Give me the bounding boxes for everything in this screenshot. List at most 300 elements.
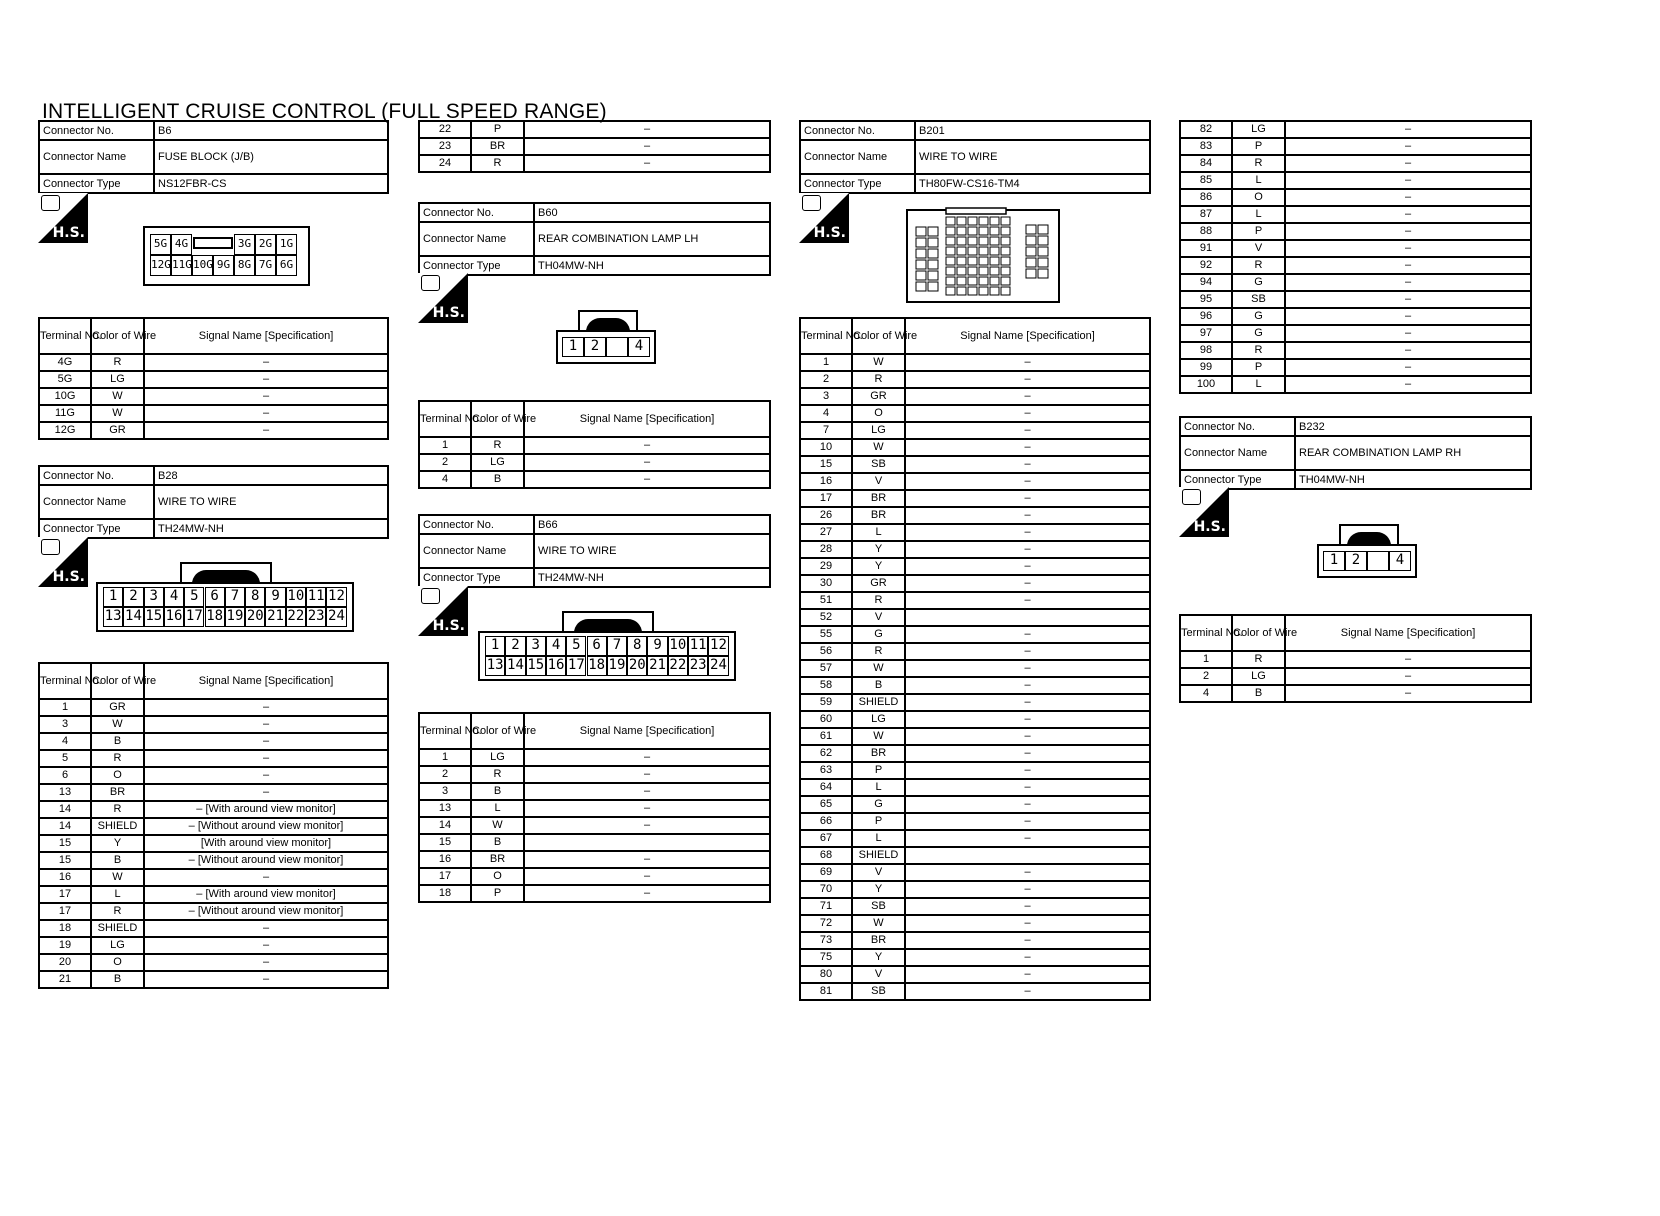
wire-color-cell: R: [91, 750, 144, 767]
table-row: [419, 800, 770, 817]
table-row: [1180, 308, 1531, 325]
label-connector-name: Connector Name: [1180, 436, 1295, 470]
cavity: [1038, 269, 1048, 278]
wire-color-cell: B: [91, 733, 144, 750]
harness-icon: [41, 539, 60, 555]
terminal-pin: 12: [326, 587, 346, 607]
terminal-no-cell: 2: [800, 371, 852, 388]
wire-color-cell: LG: [1232, 668, 1285, 685]
signal-name-cell: –: [905, 507, 1150, 524]
cavity: [928, 249, 938, 258]
signal-name-cell: –: [1285, 189, 1531, 206]
header-color-of-wire: Color of Wire: [852, 318, 905, 354]
wire-color-cell: LG: [471, 454, 524, 471]
wire-color-cell: Y: [852, 881, 905, 898]
signal-name-cell: –: [524, 817, 770, 834]
terminal-no-cell: 19: [39, 937, 91, 954]
wire-color-cell: LG: [471, 749, 524, 766]
signal-name-cell: –: [1285, 359, 1531, 376]
header-terminal-no: Terminal No.: [39, 663, 91, 699]
cavity: [957, 247, 966, 255]
harness-icon: [802, 195, 821, 211]
terminal-no-cell: 59: [800, 694, 852, 711]
terminal-no-cell: 29: [800, 558, 852, 575]
terminal-no-cell: 24: [419, 155, 471, 172]
terminal-no-cell: 52: [800, 609, 852, 626]
header-color-of-wire: Color of Wire: [91, 663, 144, 699]
wire-color-cell: R: [852, 592, 905, 609]
terminal-no-cell: 1: [419, 749, 471, 766]
signal-name-cell: –: [905, 660, 1150, 677]
connector-face-b66: [478, 611, 736, 681]
cavity: [946, 237, 955, 245]
label-connector-type: Connector Type: [419, 568, 534, 587]
terminal-no-cell: 16: [419, 851, 471, 868]
connector-face-b28: [96, 562, 354, 632]
table-row: [1180, 206, 1531, 223]
terminal-pin: 6: [587, 636, 607, 656]
terminal-no-cell: 57: [800, 660, 852, 677]
table-row: [39, 733, 388, 750]
terminal-no-cell: 4: [419, 471, 471, 488]
label-connector-no: Connector No.: [39, 121, 154, 140]
terminal-pin: 2: [1345, 551, 1367, 571]
cavity: [979, 277, 988, 285]
signal-name-cell: –: [524, 851, 770, 868]
wire-color-cell: G: [1232, 274, 1285, 291]
cavity: [928, 271, 938, 280]
table-row: [800, 592, 1150, 609]
terminal-pin: 23: [688, 656, 708, 676]
signal-name-cell: –: [905, 677, 1150, 694]
cavity: [968, 217, 977, 225]
header-terminal-no: Terminal No.: [419, 713, 471, 749]
signal-name-cell: –: [905, 983, 1150, 1000]
table-row: [1180, 274, 1531, 291]
wire-color-cell: R: [1232, 651, 1285, 668]
cavity: [990, 277, 999, 285]
table-row: [1180, 257, 1531, 274]
connector-name-value: FUSE BLOCK (J/B): [154, 140, 388, 174]
cavity: [946, 277, 955, 285]
wire-color-cell: SB: [852, 983, 905, 1000]
wire-color-cell: G: [1232, 325, 1285, 342]
connector-latch: [578, 310, 638, 332]
terminal-no-cell: 51: [800, 592, 852, 609]
table-row: [419, 868, 770, 885]
terminal-pin: 2: [584, 337, 606, 357]
terminal-no-cell: 2: [419, 454, 471, 471]
connector-name-value: WIRE TO WIRE: [534, 534, 770, 568]
connector-type-value: TH04MW-NH: [1295, 470, 1531, 489]
terminal-no-cell: 60: [800, 711, 852, 728]
label-connector-type: Connector Type: [419, 256, 534, 275]
wire-color-cell: W: [852, 354, 905, 371]
terminal-pin: 4: [164, 587, 184, 607]
terminal-no-cell: 58: [800, 677, 852, 694]
terminal-no-cell: 87: [1180, 206, 1232, 223]
signal-name-cell: –: [144, 422, 388, 439]
terminal-no-cell: 15: [39, 835, 91, 852]
connector-latch: [562, 611, 654, 633]
wire-color-cell: P: [471, 885, 524, 902]
terminal-no-cell: 83: [1180, 138, 1232, 155]
cavity: [1026, 269, 1036, 278]
table-row: [39, 388, 388, 405]
terminal-no-cell: 17: [39, 886, 91, 903]
wire-color-cell: SB: [852, 898, 905, 915]
cavity: [1026, 225, 1036, 234]
terminal-pin: 19: [225, 607, 245, 627]
wire-color-cell: L: [1232, 172, 1285, 189]
wire-color-cell: LG: [91, 937, 144, 954]
signal-name-cell: –: [524, 766, 770, 783]
cavity: [1038, 225, 1048, 234]
terminal-no-cell: 20: [39, 954, 91, 971]
blank-pin: [606, 337, 628, 357]
cavity: [957, 237, 966, 245]
table-row: [1180, 668, 1531, 685]
connector-face-b60: [556, 310, 656, 364]
terminal-no-cell: 62: [800, 745, 852, 762]
terminal-pin: 2: [123, 587, 143, 607]
signal-name-cell: –: [905, 643, 1150, 660]
terminal-pin: 21: [265, 607, 285, 627]
terminal-no-cell: 4: [39, 733, 91, 750]
wire-color-cell: BR: [852, 507, 905, 524]
label-connector-name: Connector Name: [39, 485, 154, 519]
terminal-table-b28-cont: [418, 120, 771, 173]
header-terminal-no: Terminal No.: [1180, 615, 1232, 651]
table-row: [800, 473, 1150, 490]
table-row: [39, 354, 388, 371]
signal-name-cell: –: [144, 371, 388, 388]
table-row: [800, 983, 1150, 1000]
terminal-no-cell: 64: [800, 779, 852, 796]
terminal-pin: 13: [485, 656, 505, 676]
terminal-pin: 20: [245, 607, 265, 627]
table-row: [800, 422, 1150, 439]
table-row: [800, 796, 1150, 813]
signal-name-cell: –: [144, 405, 388, 422]
signal-name-cell: –: [905, 745, 1150, 762]
signal-name-cell: –: [1285, 325, 1531, 342]
terminal-pin: 4: [546, 636, 566, 656]
signal-name-cell: –: [524, 454, 770, 471]
connector-latch: [1339, 524, 1399, 546]
label-connector-type: Connector Type: [800, 174, 915, 193]
terminal-pin: 2G: [255, 234, 276, 255]
terminal-no-cell: 6: [39, 767, 91, 784]
terminal-pin: 11G: [171, 255, 192, 276]
header-signal-name: Signal Name [Specification]: [524, 713, 770, 749]
label-connector-type: Connector Type: [1180, 470, 1295, 489]
terminal-pin: 5G: [150, 234, 171, 255]
terminal-pin: 10G: [192, 255, 213, 276]
terminal-pin: 12G: [150, 255, 171, 276]
wire-color-cell: R: [852, 643, 905, 660]
header-signal-name: Signal Name [Specification]: [144, 318, 388, 354]
header-terminal-no: Terminal No.: [39, 318, 91, 354]
wire-color-cell: W: [91, 388, 144, 405]
cavity: [946, 227, 955, 235]
wire-color-cell: W: [471, 817, 524, 834]
cavity: [990, 217, 999, 225]
blank-pin: [192, 234, 234, 255]
cavity: [946, 257, 955, 265]
table-row: [39, 903, 388, 920]
signal-name-cell: –: [524, 885, 770, 902]
table-row: [1180, 121, 1531, 138]
table-row: [39, 801, 388, 818]
table-row: [39, 784, 388, 801]
connector-type-value: TH24MW-NH: [154, 519, 388, 538]
wire-color-cell: O: [471, 868, 524, 885]
cavity: [979, 287, 988, 295]
signal-name-cell: –: [1285, 240, 1531, 257]
terminal-no-cell: 5G: [39, 371, 91, 388]
table-row: [800, 694, 1150, 711]
wire-color-cell: V: [852, 473, 905, 490]
table-row: [800, 524, 1150, 541]
connector-info-b201: [799, 120, 1151, 194]
table-row: [800, 456, 1150, 473]
table-row: [39, 869, 388, 886]
connector-no-value: B66: [534, 515, 770, 534]
signal-name-cell: –: [905, 541, 1150, 558]
cavity: [1001, 247, 1010, 255]
terminal-pin: 5: [566, 636, 586, 656]
wire-color-cell: SB: [1232, 291, 1285, 308]
connector-name-value: REAR COMBINATION LAMP RH: [1295, 436, 1531, 470]
signal-name-cell: –: [905, 813, 1150, 830]
signal-name-cell: –: [1285, 668, 1531, 685]
table-row: [1180, 685, 1531, 702]
cavity: [957, 217, 966, 225]
wire-color-cell: P: [1232, 359, 1285, 376]
signal-name-cell: –: [905, 881, 1150, 898]
wire-color-cell: Y: [852, 541, 905, 558]
wire-color-cell: R: [471, 155, 524, 172]
table-row: [419, 121, 770, 138]
signal-name-cell: –: [144, 388, 388, 405]
signal-name-cell: –: [1285, 121, 1531, 138]
signal-name-cell: –: [524, 437, 770, 454]
cavity: [979, 257, 988, 265]
cavity: [916, 227, 926, 236]
cavity: [916, 271, 926, 280]
table-row: [1180, 155, 1531, 172]
terminal-pin: 18: [587, 656, 607, 676]
terminal-no-cell: 26: [800, 507, 852, 524]
cavity: [979, 267, 988, 275]
terminal-no-cell: 3: [419, 783, 471, 800]
terminal-table-b6: [38, 317, 389, 440]
hs-badge-icon: H.S.: [418, 586, 468, 636]
header-color-of-wire: Color of Wire: [1232, 615, 1285, 651]
terminal-no-cell: 85: [1180, 172, 1232, 189]
signal-name-cell: –: [144, 733, 388, 750]
signal-name-cell: [905, 847, 1150, 864]
signal-name-cell: –: [524, 783, 770, 800]
terminal-pin: 4G: [171, 234, 192, 255]
cavity: [946, 247, 955, 255]
label-connector-name: Connector Name: [419, 534, 534, 568]
table-row: [800, 711, 1150, 728]
terminal-pin: 4: [628, 337, 650, 357]
signal-name-cell: –: [524, 749, 770, 766]
cavity: [979, 247, 988, 255]
connector-no-value: B232: [1295, 417, 1531, 436]
signal-name-cell: –: [524, 471, 770, 488]
wire-color-cell: SHIELD: [852, 694, 905, 711]
terminal-no-cell: 2: [419, 766, 471, 783]
wire-color-cell: R: [91, 354, 144, 371]
terminal-no-cell: 67: [800, 830, 852, 847]
cavity: [916, 249, 926, 258]
terminal-table-b201: [799, 317, 1151, 1001]
signal-name-cell: –: [144, 699, 388, 716]
wire-color-cell: GR: [91, 699, 144, 716]
wire-color-cell: V: [1232, 240, 1285, 257]
signal-name-cell: –: [1285, 376, 1531, 393]
table-row: [800, 779, 1150, 796]
signal-name-cell: –: [524, 868, 770, 885]
terminal-no-cell: 69: [800, 864, 852, 881]
terminal-no-cell: 61: [800, 728, 852, 745]
table-row: [800, 609, 1150, 626]
signal-name-cell: –: [905, 388, 1150, 405]
signal-name-cell: –: [144, 920, 388, 937]
terminal-pin: 24: [708, 656, 728, 676]
terminal-table-b66: [418, 712, 771, 903]
terminal-no-cell: 4: [800, 405, 852, 422]
table-row: [1180, 138, 1531, 155]
cavity: [1001, 287, 1010, 295]
signal-name-cell: – [Without around view monitor]: [144, 903, 388, 920]
signal-name-cell: –: [144, 954, 388, 971]
cavity: [990, 257, 999, 265]
cavity: [1026, 247, 1036, 256]
signal-name-cell: –: [905, 762, 1150, 779]
signal-name-cell: –: [1285, 308, 1531, 325]
wire-color-cell: BR: [471, 851, 524, 868]
wire-color-cell: SHIELD: [91, 920, 144, 937]
terminal-no-cell: 27: [800, 524, 852, 541]
table-row: [800, 728, 1150, 745]
terminal-pin: 17: [566, 656, 586, 676]
terminal-pin: 8: [245, 587, 265, 607]
terminal-pin: 8: [627, 636, 647, 656]
terminal-no-cell: 1: [800, 354, 852, 371]
signal-name-cell: –: [144, 750, 388, 767]
wire-color-cell: LG: [1232, 121, 1285, 138]
wire-color-cell: LG: [91, 371, 144, 388]
table-row: [800, 677, 1150, 694]
signal-name-cell: –: [1285, 274, 1531, 291]
signal-name-cell: –: [905, 371, 1150, 388]
terminal-no-cell: 4G: [39, 354, 91, 371]
signal-name-cell: –: [1285, 138, 1531, 155]
header-color-of-wire: Color of Wire: [471, 401, 524, 437]
terminal-pin: 6G: [276, 255, 297, 276]
cavity: [979, 217, 988, 225]
cavity: [957, 277, 966, 285]
header-color-of-wire: Color of Wire: [91, 318, 144, 354]
connector-latch: [180, 562, 272, 584]
signal-name-cell: –: [144, 937, 388, 954]
hs-badge-icon: H.S.: [799, 193, 849, 243]
signal-name-cell: [With around view monitor]: [144, 835, 388, 852]
signal-name-cell: –: [1285, 342, 1531, 359]
wire-color-cell: B: [471, 783, 524, 800]
connector-info-b28: [38, 465, 389, 539]
terminal-pin: 23: [306, 607, 326, 627]
wire-color-cell: L: [471, 800, 524, 817]
harness-icon: [421, 588, 440, 604]
signal-name-cell: – [Without around view monitor]: [144, 818, 388, 835]
terminal-no-cell: 13: [39, 784, 91, 801]
signal-name-cell: –: [905, 898, 1150, 915]
table-row: [39, 886, 388, 903]
terminal-no-cell: 16: [39, 869, 91, 886]
table-row: [1180, 325, 1531, 342]
terminal-no-cell: 5: [39, 750, 91, 767]
table-row: [39, 767, 388, 784]
signal-name-cell: –: [905, 711, 1150, 728]
terminal-no-cell: 10G: [39, 388, 91, 405]
terminal-table-b232: [1179, 614, 1532, 703]
terminal-pin: 9: [647, 636, 667, 656]
connector-no-value: B6: [154, 121, 388, 140]
table-row: [39, 716, 388, 733]
terminal-pin: 17: [184, 607, 204, 627]
table-row: [39, 699, 388, 716]
cavity: [1038, 258, 1048, 267]
cavity: [1026, 258, 1036, 267]
cavity: [928, 260, 938, 269]
harness-icon: [421, 275, 440, 291]
table-row: [1180, 172, 1531, 189]
wire-color-cell: BR: [91, 784, 144, 801]
connector-face-b201: [906, 207, 1060, 303]
hs-badge-icon: H.S.: [418, 273, 468, 323]
cavity: [1026, 236, 1036, 245]
signal-name-cell: –: [905, 830, 1150, 847]
wire-color-cell: L: [852, 830, 905, 847]
signal-name-cell: –: [905, 354, 1150, 371]
cavity: [990, 247, 999, 255]
terminal-pin: 16: [164, 607, 184, 627]
terminal-no-cell: 86: [1180, 189, 1232, 206]
table-row: [419, 155, 770, 172]
cavity: [1001, 257, 1010, 265]
terminal-pin: 4: [1389, 551, 1411, 571]
terminal-no-cell: 95: [1180, 291, 1232, 308]
table-row: [419, 817, 770, 834]
terminal-pin: 16: [546, 656, 566, 676]
table-row: [800, 405, 1150, 422]
terminal-no-cell: 21: [39, 971, 91, 988]
cavity: [968, 257, 977, 265]
table-row: [800, 490, 1150, 507]
cavity: [990, 287, 999, 295]
connector-name-value: WIRE TO WIRE: [154, 485, 388, 519]
wire-color-cell: L: [1232, 376, 1285, 393]
signal-name-cell: – [With around view monitor]: [144, 886, 388, 903]
header-signal-name: Signal Name [Specification]: [1285, 615, 1531, 651]
table-row: [39, 937, 388, 954]
